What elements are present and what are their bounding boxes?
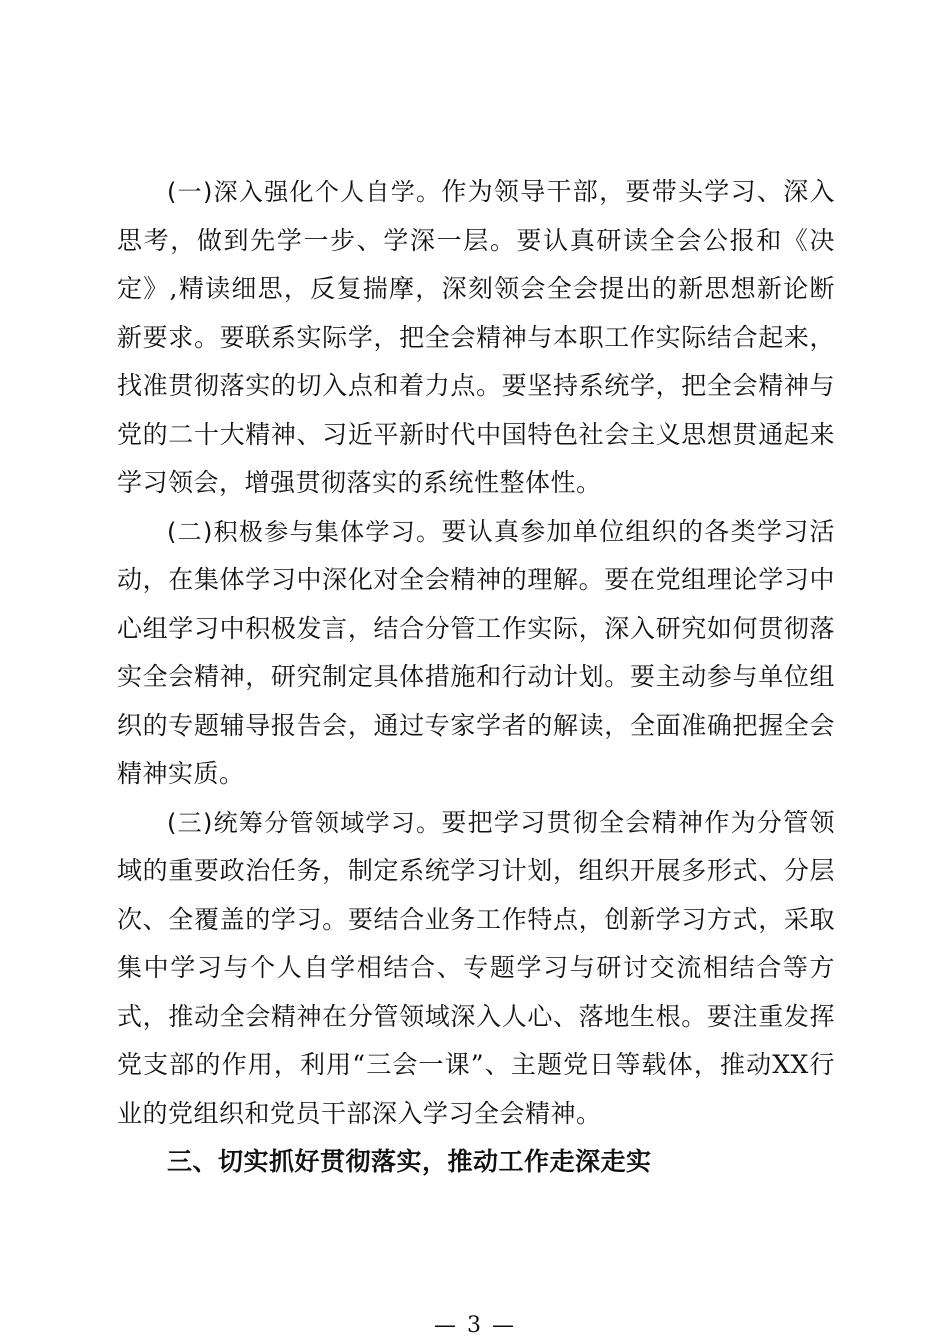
paragraph-personal-study [117,168,835,508]
paragraph-text: 要把学习贯彻全会精神作为分管领域的重要政治任务，制定系统学习计划，组织开展多形式、分层次、全覆盖的学习。要结合业务工作特点，创新学习方式，采取集中学习与个人自学相结合、专题学习与研讨交流相结合等方式，推动全会精神在分管领域深入人心、落地生根。要注重发挥党支部的作用，利用“三会一课”、主题党日等载体，推动XX行业的党组织和党员干部深入学习全会精神。 [117,807,835,1128]
paragraph-lead: (二)积极参与集体学习。 [167,517,442,546]
paragraph-lead: (三)统筹分管领域学习。 [167,808,442,837]
paragraph-lead: (一)深入强化个人自学。 [167,178,442,206]
paragraph-text: 要认真参加单位组织的各类学习活动，在集体学习中深化对全会精神的理解。要在党组理论学习中心组学习中积极发言，结合分管工作实际，深入研究如何贯彻落实全会精神，研究制定具体措施和行动计划。要主动参与单位组织的专题辅导报告会，通过专家学者的解读，全面准确把握全会精神实质。 [117,516,835,788]
paragraph-text: 作为领导干部，要带头学习、深入思考，做到先学一步、学深一层。要认真研读全会公报和《决定》,精读细思，反复揣摩，深刻领会全会提出的新思想新论断新要求。要联系实际学，把全会精神与本职工作实际结合起来，找准贯彻落实的切入点和着力点。要坚持系统学，把全会精神与党的二十大精神、习近平新时代中国特色社会主义思想贯通起来学习领会，增强贯彻落实的系统性整体性。 [117,177,835,497]
page-number: — 3 — [434,1313,516,1338]
paragraph-domain-study [117,799,835,1139]
section-heading: 三、切实抓好贯彻落实，推动工作走深走实 [167,1147,652,1176]
paragraph-collective-study [117,508,835,799]
document-body [117,168,835,1187]
